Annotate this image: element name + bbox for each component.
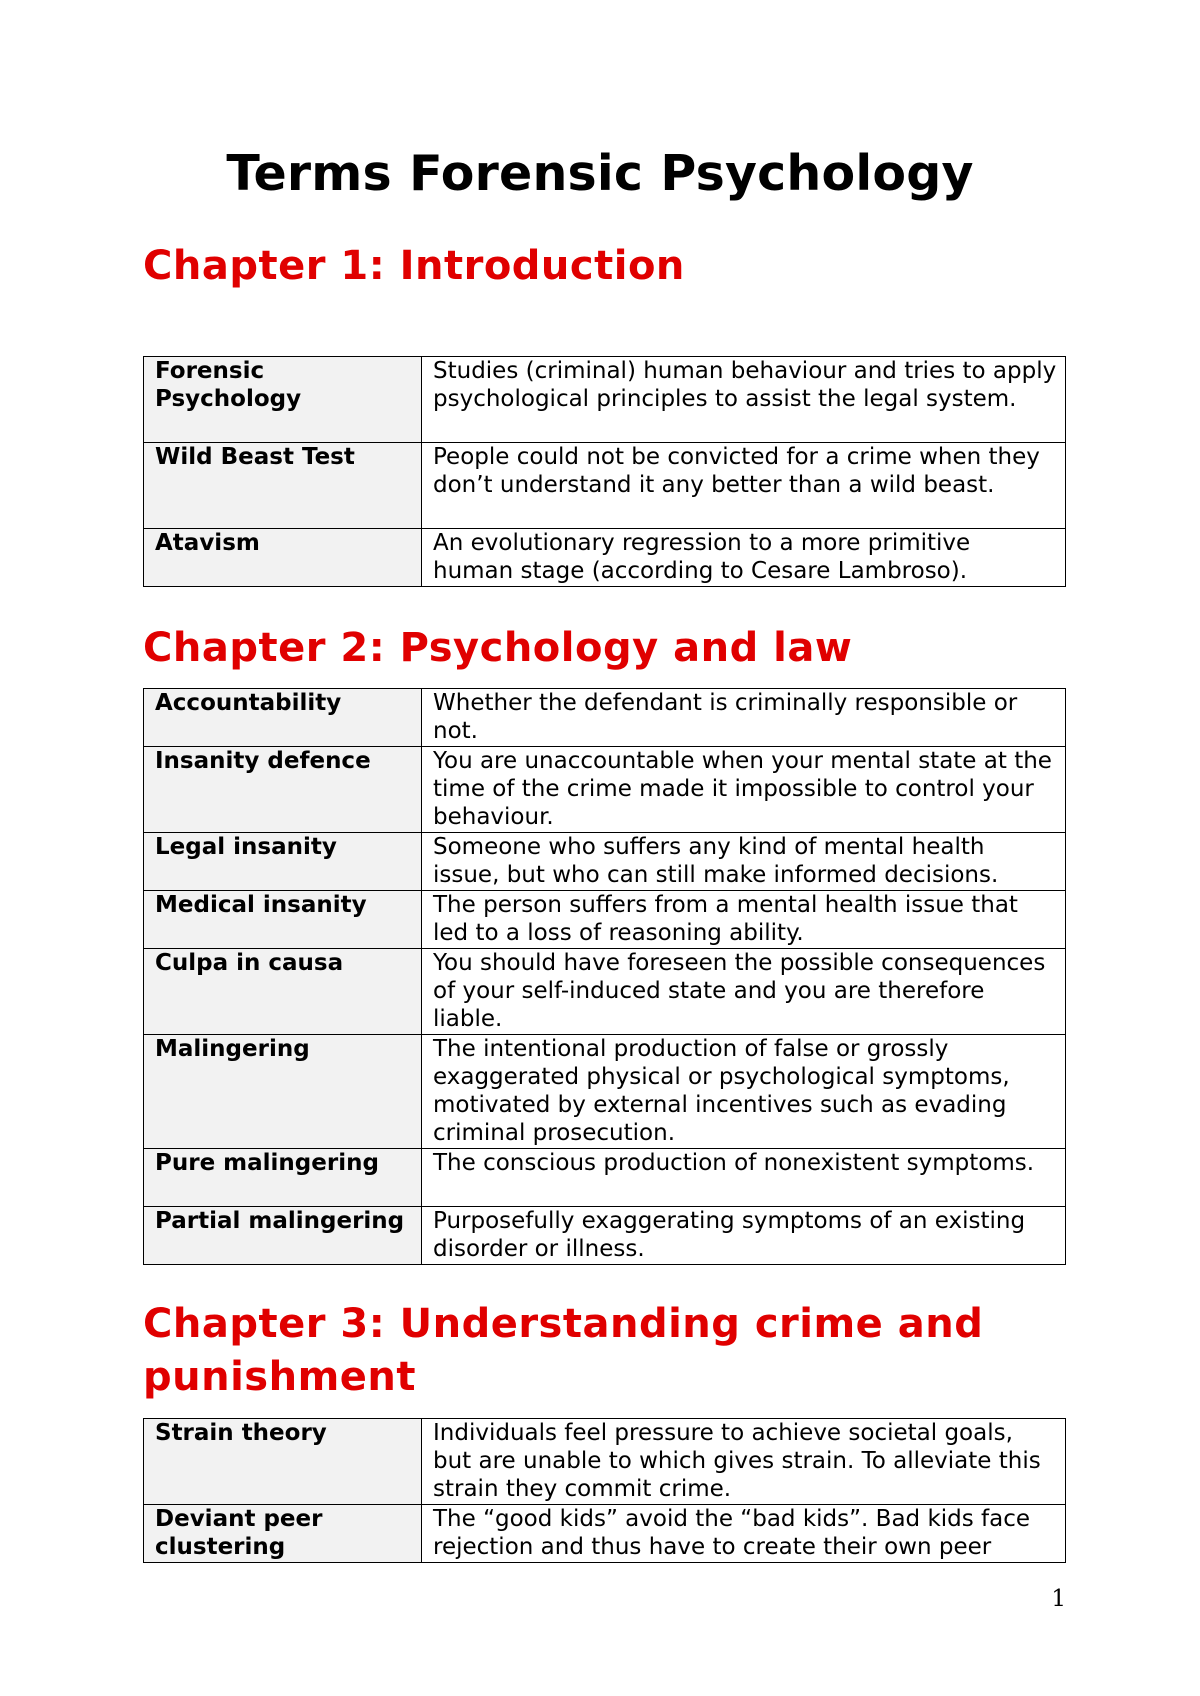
chapter-1-terms-table bbox=[143, 356, 1066, 587]
table-row bbox=[144, 1207, 1066, 1265]
term-cell: Medical insanity bbox=[144, 891, 422, 949]
chapter-1-heading: Chapter 1: Introduction bbox=[143, 243, 685, 289]
term-cell: Atavism bbox=[144, 529, 422, 587]
definition-cell: You are unaccountable when your mental state at the time of the crime made it impossible to control your behaviour. bbox=[422, 747, 1066, 833]
table-row bbox=[144, 1419, 1066, 1505]
table-row bbox=[144, 1149, 1066, 1207]
table-row bbox=[144, 529, 1066, 587]
table-row bbox=[144, 891, 1066, 949]
term-cell: Insanity defence bbox=[144, 747, 422, 833]
chapter-3-heading: Chapter 3: Understanding crime and punishment bbox=[143, 1301, 984, 1400]
table-row bbox=[144, 443, 1066, 529]
definition-cell: The conscious production of nonexistent symptoms. bbox=[422, 1149, 1066, 1207]
term-cell: Partial malingering bbox=[144, 1207, 422, 1265]
term-cell: Malingering bbox=[144, 1035, 422, 1149]
definition-cell: Studies (criminal) human behaviour and tries to apply psychological principles to assist the legal system. bbox=[422, 357, 1066, 443]
definition-cell: An evolutionary regression to a more primitive human stage (according to Cesare Lambroso). bbox=[422, 529, 1066, 587]
definition-cell: People could not be convicted for a crime when they don’t understand it any better than a wild beast. bbox=[422, 443, 1066, 529]
chapter-3-terms-table bbox=[143, 1418, 1066, 1563]
table-row bbox=[144, 949, 1066, 1035]
term-cell: Accountability bbox=[144, 689, 422, 747]
term-cell: Legal insanity bbox=[144, 833, 422, 891]
page-title: Terms Forensic Psychology bbox=[226, 145, 974, 202]
definition-cell: The intentional production of false or grossly exaggerated physical or psychological symptoms, motivated by external incentives such as evading criminal prosecution. bbox=[422, 1035, 1066, 1149]
definition-cell: Whether the defendant is criminally responsible or not. bbox=[422, 689, 1066, 747]
table-row bbox=[144, 1505, 1066, 1563]
term-cell: Wild Beast Test bbox=[144, 443, 422, 529]
chapter-2-terms-table bbox=[143, 688, 1066, 1265]
definition-cell: Purposefully exaggerating symptoms of an existing disorder or illness. bbox=[422, 1207, 1066, 1265]
definition-cell: Individuals feel pressure to achieve societal goals, but are unable to which gives strain. To alleviate this strain they commit crime. bbox=[422, 1419, 1066, 1505]
definition-cell: You should have foreseen the possible consequences of your self-induced state and you are therefore liable. bbox=[422, 949, 1066, 1035]
term-cell: Strain theory bbox=[144, 1419, 422, 1505]
term-cell: Forensic Psychology bbox=[144, 357, 422, 443]
page-number: 1 bbox=[1051, 1586, 1066, 1612]
table-row bbox=[144, 833, 1066, 891]
chapter-2-heading: Chapter 2: Psychology and law bbox=[143, 625, 853, 671]
definition-cell: The “good kids” avoid the “bad kids”. Bad kids face rejection and thus have to create their own peer bbox=[422, 1505, 1066, 1563]
definition-cell: The person suffers from a mental health issue that led to a loss of reasoning ability. bbox=[422, 891, 1066, 949]
term-cell: Deviant peer clustering bbox=[144, 1505, 422, 1563]
term-cell: Culpa in causa bbox=[144, 949, 422, 1035]
table-row bbox=[144, 747, 1066, 833]
term-cell: Pure malingering bbox=[144, 1149, 422, 1207]
table-row bbox=[144, 357, 1066, 443]
definition-cell: Someone who suffers any kind of mental health issue, but who can still make informed decisions. bbox=[422, 833, 1066, 891]
table-row bbox=[144, 1035, 1066, 1149]
table-row bbox=[144, 689, 1066, 747]
